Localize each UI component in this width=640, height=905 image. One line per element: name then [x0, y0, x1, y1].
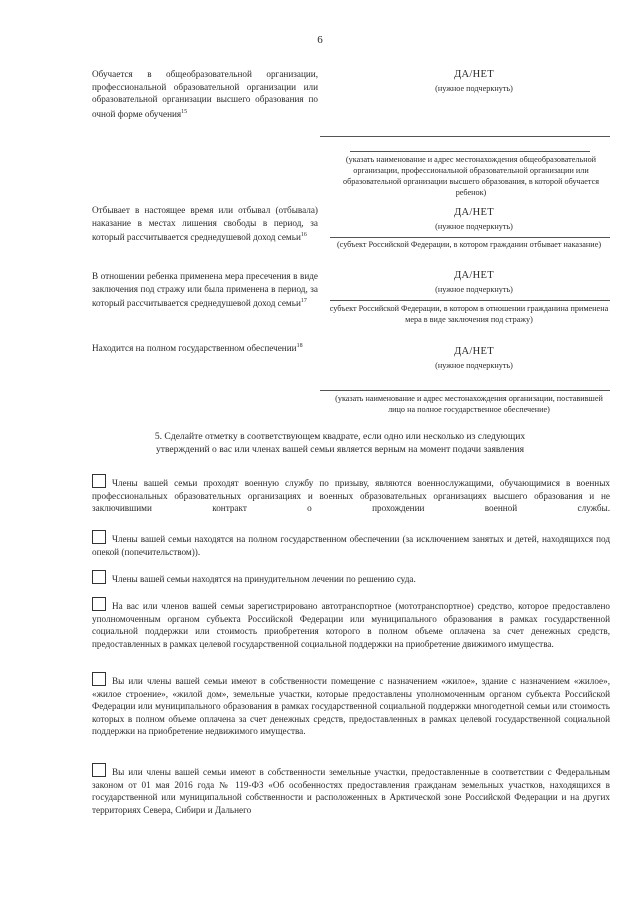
field-custody-underline-hint: (нужное подчеркнуть) [435, 285, 513, 294]
field-education-caption: (указать наименование и адрес местонахождения общеобразовательной организации, профессиональной образовательной организации или образовательной организации высшего образования, в которой обучается ребенок) [342, 155, 600, 197]
section-5-title: 5. Сделайте отметку в соответствующем квадрате, если одно или несколько из следующих утверждений о вас или членах вашей семьи является верным на момент подачи заявления [154, 431, 526, 455]
footnote-ref: 15 [181, 108, 188, 115]
field-education-underline-hint: (нужное подчеркнуть) [435, 84, 513, 93]
field-state-support-yes-no[interactable]: ДА/НЕТ [454, 346, 494, 357]
field-education-text: Обучается в общеобразовательной организации, профессиональной образовательной организации или образовательной организации высшего образования по очной форме обучения [92, 69, 318, 119]
statement-text: Члены вашей семьи находятся на полном государственном обеспечении (за исключением занятых и детей, находящихся под опекой (попечительством)). [92, 534, 610, 557]
statement-item-vehicle [92, 597, 610, 650]
statement-text: На вас или членов вашей семьи зарегистрировано автотранспортное (мототранспортное) средство, которое предоставлено уполномоченным органом субъекта Российской Федерации или муниципального образования в рамках государственной социальной поддержки или стоимость приобретения которого в полном объеме оплачена за счет денежных средств, предоставленных в рамках целевой государственной социальной поддержки на приобретение движимого имущества. [92, 601, 610, 649]
statement-checkbox[interactable] [92, 763, 106, 777]
field-state-support-caption: (указать наименование и адрес местонахождения организации, поставившей лицо на полное государственное обеспечение) [335, 394, 603, 414]
field-education-answer-line[interactable] [320, 136, 610, 137]
field-state-support-text: Находится на полном государственном обеспечении [92, 343, 297, 354]
field-education-label [92, 68, 318, 120]
field-education-answer-line-2[interactable] [350, 151, 590, 152]
field-custody-caption: субъект Российской Федерации, в котором в отношении гражданина применена мера в виде заключения под стражу) [329, 304, 609, 324]
footnote-ref: 17 [300, 298, 307, 305]
statement-text: Вы или члены вашей семьи имеют в собственности помещение с назначением «жилое», здание с назначением «жилое», «жилое строение», «жилой дом», земельные участки, которые предоставлены уполномоченным органом субъекта Российской Федерации или муниципального образования в рамках государственной социальной поддержки многодетной семьи или стоимость которых в полном объеме оплачена за счет денежных средств, предоставленных в рамках целевой государственной социальной поддержки на приобретение недвижимого имущества. [92, 676, 610, 737]
statement-item-state-support [92, 530, 610, 558]
statement-checkbox[interactable] [92, 474, 106, 488]
field-custody-answer-line[interactable] [330, 300, 610, 301]
statement-checkbox[interactable] [92, 597, 106, 611]
statement-text: Вы или члены вашей семьи имеют в собственности земельные участки, предоставленные в соответствии с Федеральным законом от 01 мая 2016 года № 119-ФЗ «Об особенностях предоставления гражданам земельных участков, находящихся в государственной или муниципальной собственности и расположенных в Арктической зоне Российской Федерации и на других территориях Севера, Сибири и Дальнего [92, 767, 610, 815]
statement-item-land-plots [92, 763, 610, 816]
statement-item-compulsory-treatment [92, 570, 610, 586]
field-custody-text: В отношении ребенка применена мера пресечения в виде заключения под стражу или была применена в период, за который рассчитывается среднедушевой доход семьи [92, 271, 318, 309]
field-imprisonment-caption: (субъект Российской Федерации, в котором гражданин отбывает наказание) [336, 240, 602, 249]
statement-checkbox[interactable] [92, 672, 106, 686]
statement-item-military-service [92, 474, 610, 515]
field-state-support-label [92, 340, 318, 355]
field-imprisonment-answer-line[interactable] [330, 237, 610, 238]
field-imprisonment-label [92, 204, 318, 244]
field-imprisonment-underline-hint: (нужное подчеркнуть) [435, 222, 513, 231]
statement-checkbox[interactable] [92, 570, 106, 584]
field-state-support-underline-hint: (нужное подчеркнуть) [435, 361, 513, 370]
field-education-yes-no[interactable]: ДА/НЕТ [454, 69, 494, 80]
page-number: 6 [317, 34, 323, 46]
field-custody-yes-no[interactable]: ДА/НЕТ [454, 270, 494, 281]
statement-checkbox[interactable] [92, 530, 106, 544]
statement-item-real-estate [92, 672, 610, 738]
statement-text: Члены вашей семьи проходят военную службу по призыву, являются военнослужащими, обучающимися в военных профессиональных образовательных организациях и военных образовательных организациях высшего образования и не заключившими контракт о прохождении военной службы. [92, 478, 610, 514]
field-custody-label [92, 270, 318, 310]
field-state-support-answer-line[interactable] [320, 390, 610, 391]
footnote-ref: 16 [300, 232, 307, 239]
field-imprisonment-text: Отбывает в настоящее время или отбывал (отбывала) наказание в местах лишения свободы в период, за который рассчитывается среднедушевой доход семьи [92, 205, 318, 243]
statement-text: Члены вашей семьи находятся на принудительном лечении по решению суда. [112, 574, 416, 584]
field-imprisonment-yes-no[interactable]: ДА/НЕТ [454, 207, 494, 218]
footnote-ref: 18 [296, 343, 303, 349]
